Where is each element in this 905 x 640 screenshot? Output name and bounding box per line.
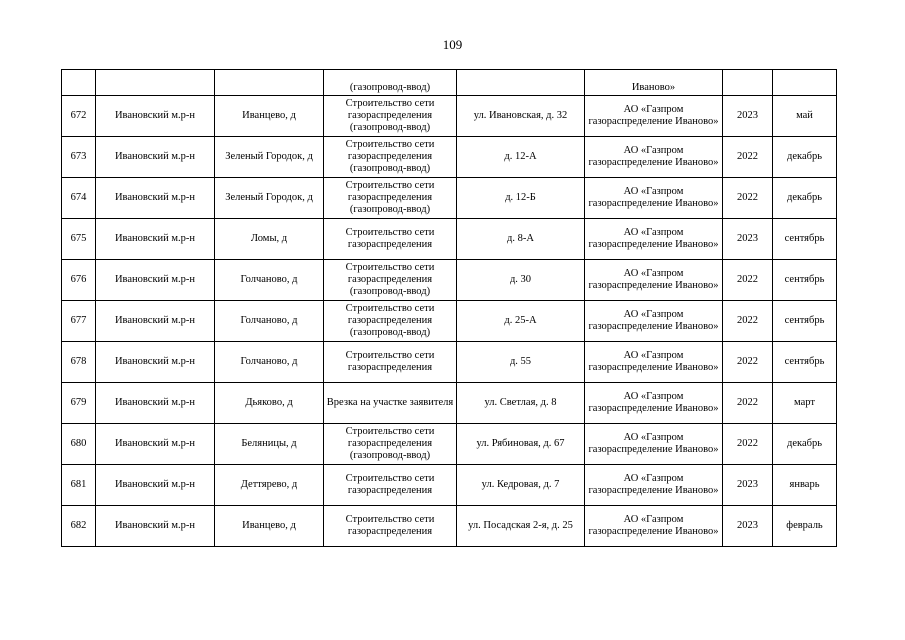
cell-month: [773, 70, 837, 96]
cell-year: 2023: [723, 465, 773, 506]
cell-locality: Голчаново, д: [215, 342, 324, 383]
cell-locality: Беляницы, д: [215, 424, 324, 465]
cell-organization: АО «Газпром газораспределение Иваново»: [585, 96, 723, 137]
cell-month: январь: [773, 465, 837, 506]
cell-locality: Голчаново, д: [215, 301, 324, 342]
cell-district: Ивановский м.р-н: [96, 424, 215, 465]
cell-year: 2022: [723, 342, 773, 383]
cell-num: 680: [62, 424, 96, 465]
cell-locality: Зеленый Городок, д: [215, 178, 324, 219]
cell-num: 673: [62, 137, 96, 178]
cell-district: Ивановский м.р-н: [96, 506, 215, 547]
cell-month: декабрь: [773, 137, 837, 178]
cell-address: д. 8-А: [457, 219, 585, 260]
cell-month: сентябрь: [773, 342, 837, 383]
cell-organization: АО «Газпром газораспределение Иваново»: [585, 260, 723, 301]
cell-num: 674: [62, 178, 96, 219]
cell-work-type: Строительство сети газораспределения (газопровод-ввод): [324, 301, 457, 342]
cell-organization: АО «Газпром газораспределение Иваново»: [585, 383, 723, 424]
page-number: 109: [442, 37, 463, 52]
cell-locality: Ломы, д: [215, 219, 324, 260]
cell-work-type: (газопровод-ввод): [324, 70, 457, 96]
cell-work-type: Строительство сети газораспределения: [324, 465, 457, 506]
table-row: [62, 96, 837, 137]
cell-organization: АО «Газпром газораспределение Иваново»: [585, 178, 723, 219]
cell-work-type: Строительство сети газораспределения (газопровод-ввод): [324, 137, 457, 178]
cell-address: д. 55: [457, 342, 585, 383]
cell-organization: АО «Газпром газораспределение Иваново»: [585, 301, 723, 342]
cell-month: февраль: [773, 506, 837, 547]
cell-month: декабрь: [773, 178, 837, 219]
cell-year: 2022: [723, 383, 773, 424]
cell-district: Ивановский м.р-н: [96, 178, 215, 219]
cell-num: 676: [62, 260, 96, 301]
cell-work-type: Строительство сети газораспределения: [324, 506, 457, 547]
cell-organization: АО «Газпром газораспределение Иваново»: [585, 219, 723, 260]
cell-work-type: Строительство сети газораспределения (газопровод-ввод): [324, 178, 457, 219]
cell-address: д. 12-Б: [457, 178, 585, 219]
cell-month: сентябрь: [773, 219, 837, 260]
table-row: [62, 383, 837, 424]
cell-locality: Деттярево, д: [215, 465, 324, 506]
cell-organization: АО «Газпром газораспределение Иваново»: [585, 465, 723, 506]
cell-locality: Голчаново, д: [215, 260, 324, 301]
table-row: [62, 260, 837, 301]
cell-district: [96, 70, 215, 96]
cell-num: 672: [62, 96, 96, 137]
cell-num: 677: [62, 301, 96, 342]
continuation-row: [62, 70, 837, 96]
cell-address: ул. Светлая, д. 8: [457, 383, 585, 424]
table-row: [62, 465, 837, 506]
cell-work-type: Строительство сети газораспределения (газопровод-ввод): [324, 96, 457, 137]
cell-organization: Иваново»: [585, 70, 723, 96]
cell-district: Ивановский м.р-н: [96, 137, 215, 178]
cell-locality: Иванцево, д: [215, 506, 324, 547]
cell-year: 2022: [723, 301, 773, 342]
gas-connection-table: [61, 69, 837, 547]
table-row: [62, 178, 837, 219]
cell-address: ул. Посадская 2-я, д. 25: [457, 506, 585, 547]
cell-month: сентябрь: [773, 260, 837, 301]
cell-address: д. 25-А: [457, 301, 585, 342]
cell-num: 679: [62, 383, 96, 424]
cell-month: сентябрь: [773, 301, 837, 342]
table-row: [62, 342, 837, 383]
cell-year: 2022: [723, 178, 773, 219]
cell-year: 2022: [723, 260, 773, 301]
cell-month: март: [773, 383, 837, 424]
cell-num: 675: [62, 219, 96, 260]
cell-num: 681: [62, 465, 96, 506]
cell-work-type: Врезка на участке заявителя: [324, 383, 457, 424]
table-row: [62, 137, 837, 178]
cell-locality: Зеленый Городок, д: [215, 137, 324, 178]
cell-month: май: [773, 96, 837, 137]
cell-organization: АО «Газпром газораспределение Иваново»: [585, 506, 723, 547]
cell-district: Ивановский м.р-н: [96, 342, 215, 383]
cell-work-type: Строительство сети газораспределения: [324, 219, 457, 260]
cell-address: д. 12-А: [457, 137, 585, 178]
table-row: [62, 506, 837, 547]
cell-work-type: Строительство сети газораспределения (газопровод-ввод): [324, 260, 457, 301]
cell-address: ул. Ивановская, д. 32: [457, 96, 585, 137]
cell-district: Ивановский м.р-н: [96, 301, 215, 342]
cell-year: 2023: [723, 219, 773, 260]
cell-address: [457, 70, 585, 96]
cell-work-type: Строительство сети газораспределения (газопровод-ввод): [324, 424, 457, 465]
cell-address: ул. Рябиновая, д. 67: [457, 424, 585, 465]
cell-organization: АО «Газпром газораспределение Иваново»: [585, 342, 723, 383]
cell-district: Ивановский м.р-н: [96, 96, 215, 137]
cell-locality: Иванцево, д: [215, 96, 324, 137]
cell-work-type: Строительство сети газораспределения: [324, 342, 457, 383]
cell-year: 2022: [723, 424, 773, 465]
cell-year: 2022: [723, 137, 773, 178]
cell-district: Ивановский м.р-н: [96, 383, 215, 424]
cell-year: 2023: [723, 96, 773, 137]
cell-num: 682: [62, 506, 96, 547]
cell-locality: [215, 70, 324, 96]
cell-district: Ивановский м.р-н: [96, 219, 215, 260]
cell-num: 678: [62, 342, 96, 383]
table-row: [62, 424, 837, 465]
cell-year: [723, 70, 773, 96]
cell-organization: АО «Газпром газораспределение Иваново»: [585, 137, 723, 178]
cell-address: ул. Кедровая, д. 7: [457, 465, 585, 506]
table-row: [62, 219, 837, 260]
cell-district: Ивановский м.р-н: [96, 465, 215, 506]
cell-month: декабрь: [773, 424, 837, 465]
cell-district: Ивановский м.р-н: [96, 260, 215, 301]
cell-locality: Дьяково, д: [215, 383, 324, 424]
cell-organization: АО «Газпром газораспределение Иваново»: [585, 424, 723, 465]
cell-address: д. 30: [457, 260, 585, 301]
cell-year: 2023: [723, 506, 773, 547]
cell-num: [62, 70, 96, 96]
table-body: [62, 70, 837, 547]
table-row: [62, 301, 837, 342]
